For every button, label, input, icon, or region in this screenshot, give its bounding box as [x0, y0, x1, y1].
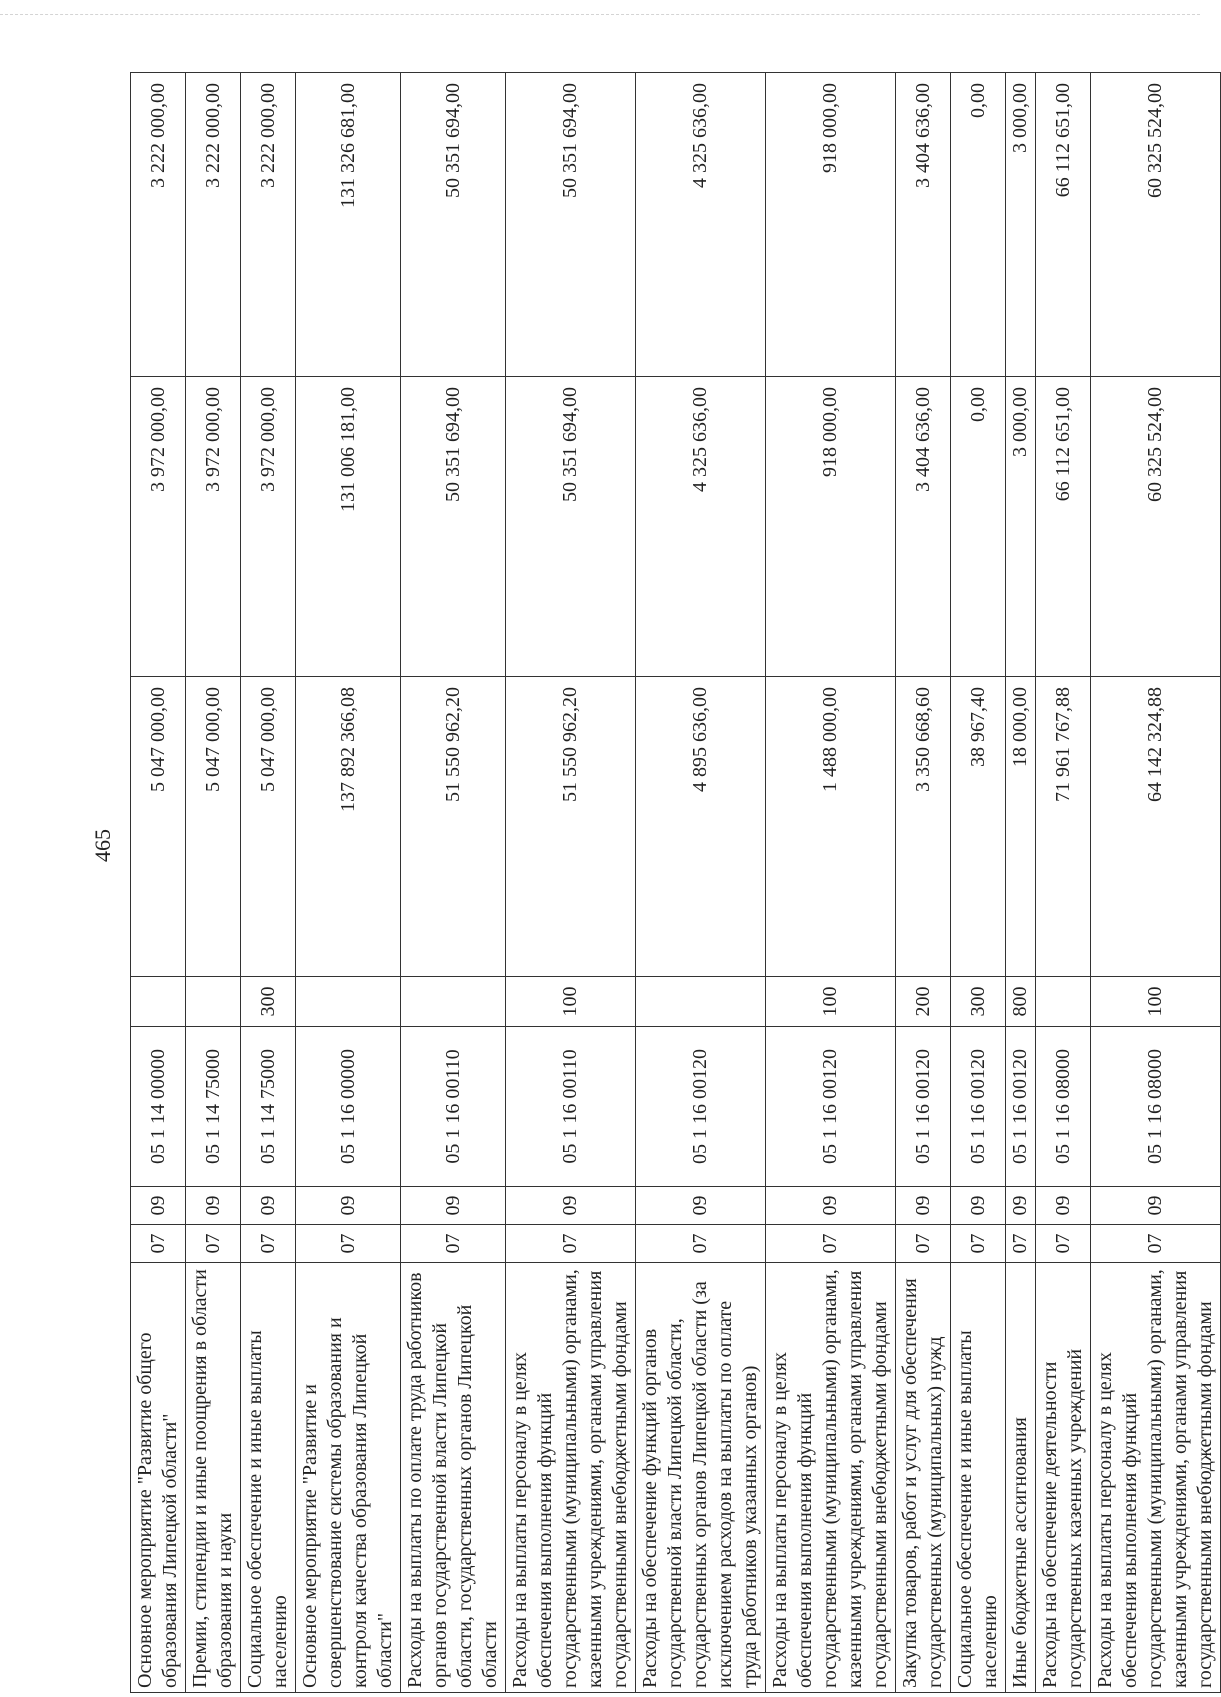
amount-col-3: 3 404 636,00: [896, 73, 951, 377]
section-code: 07: [241, 1225, 296, 1263]
expense-type-code: 100: [1091, 977, 1221, 1027]
subsection-code: 09: [1036, 1187, 1091, 1225]
amount-col-2: 50 351 694,00: [401, 377, 506, 677]
table-row: [1036, 73, 1091, 1693]
amount-col-1: 1 488 000,00: [766, 677, 896, 977]
amount-col-3: 0,00: [951, 73, 1006, 377]
amount-col-1: 64 142 324,88: [1091, 677, 1221, 977]
row-name: Премии, стипендии и иные поощрения в области образования и науки: [186, 1263, 241, 1693]
subsection-code: 09: [951, 1187, 1006, 1225]
amount-col-1: 4 895 636,00: [636, 677, 766, 977]
expense-type-code: 100: [506, 977, 636, 1027]
amount-col-2: 50 351 694,00: [506, 377, 636, 677]
row-name: Социальное обеспечение и иные выплаты населению: [241, 1263, 296, 1693]
amount-col-1: 18 000,00: [1006, 677, 1036, 977]
row-name: Основное мероприятие "Развитие общего образования Липецкой области": [131, 1263, 186, 1693]
section-code: 07: [296, 1225, 401, 1263]
subsection-code: 09: [896, 1187, 951, 1225]
amount-col-1: 71 961 767,88: [1036, 677, 1091, 977]
amount-col-3: 131 326 681,00: [296, 73, 401, 377]
budget-table-rotated: [130, 73, 1221, 1693]
amount-col-3: 60 325 524,00: [1091, 73, 1221, 377]
subsection-code: 09: [1006, 1187, 1036, 1225]
row-name: Расходы на обеспечение функций органов государственной власти Липецкой области, государственных органов Липецкой области (за исключением расходов на выплаты по оплате труда работников указанных органов): [636, 1263, 766, 1693]
amount-col-3: 4 325 636,00: [636, 73, 766, 377]
row-name: Расходы на выплаты персоналу в целях обеспечения выполнения функций государственными (муниципальными) органами, казенными учреждениями, органами управления государственными внебюджетными фондами: [506, 1263, 636, 1693]
amount-col-2: 60 325 524,00: [1091, 377, 1221, 677]
section-code: 07: [766, 1225, 896, 1263]
section-code: 07: [1006, 1225, 1036, 1263]
expense-type-code: [296, 977, 401, 1027]
expense-type-code: 100: [766, 977, 896, 1027]
expense-type-code: [1036, 977, 1091, 1027]
amount-col-2: 3 972 000,00: [186, 377, 241, 677]
section-code: 07: [1036, 1225, 1091, 1263]
subsection-code: 09: [296, 1187, 401, 1225]
section-code: 07: [1091, 1225, 1221, 1263]
amount-col-3: 3 222 000,00: [241, 73, 296, 377]
target-article-code: 05 1 16 00110: [506, 1027, 636, 1187]
section-code: 07: [506, 1225, 636, 1263]
amount-col-2: 918 000,00: [766, 377, 896, 677]
amount-col-3: 3 000,00: [1006, 73, 1036, 377]
target-article-code: 05 1 16 00120: [896, 1027, 951, 1187]
table-row: [951, 73, 1006, 1693]
amount-col-1: 5 047 000,00: [186, 677, 241, 977]
target-article-code: 05 1 16 08000: [1036, 1027, 1091, 1187]
amount-col-2: 3 404 636,00: [896, 377, 951, 677]
amount-col-1: 3 350 668,60: [896, 677, 951, 977]
budget-table: [130, 72, 1221, 1693]
table-row: [896, 73, 951, 1693]
table-body: [131, 73, 1221, 1693]
expense-type-code: 200: [896, 977, 951, 1027]
amount-col-2: 3 972 000,00: [131, 377, 186, 677]
subsection-code: 09: [506, 1187, 636, 1225]
table-row: [766, 73, 896, 1693]
target-article-code: 05 1 16 00120: [951, 1027, 1006, 1187]
page-number: 465: [90, 829, 115, 862]
scan-top-edge: [0, 14, 1200, 15]
subsection-code: 09: [131, 1187, 186, 1225]
table-row: [1006, 73, 1036, 1693]
amount-col-3: 66 112 651,00: [1036, 73, 1091, 377]
amount-col-3: 3 222 000,00: [131, 73, 186, 377]
target-article-code: 05 1 16 00120: [766, 1027, 896, 1187]
subsection-code: 09: [401, 1187, 506, 1225]
subsection-code: 09: [241, 1187, 296, 1225]
row-name: Расходы на выплаты персоналу в целях обеспечения выполнения функций государственными (муниципальными) органами, казенными учреждениями, органами управления государственными внебюджетными фондами: [1091, 1263, 1221, 1693]
expense-type-code: 300: [951, 977, 1006, 1027]
table-row: [186, 73, 241, 1693]
row-name: Закупка товаров, работ и услуг для обеспечения государственных (муниципальных) нужд: [896, 1263, 951, 1693]
table-row: [131, 73, 186, 1693]
target-article-code: 05 1 16 00120: [636, 1027, 766, 1187]
amount-col-1: 51 550 962,20: [401, 677, 506, 977]
amount-col-1: 5 047 000,00: [131, 677, 186, 977]
amount-col-1: 137 892 366,08: [296, 677, 401, 977]
target-article-code: 05 1 14 75000: [241, 1027, 296, 1187]
target-article-code: 05 1 14 75000: [186, 1027, 241, 1187]
table-row: [1091, 73, 1221, 1693]
amount-col-3: 50 351 694,00: [401, 73, 506, 377]
section-code: 07: [186, 1225, 241, 1263]
amount-col-3: 3 222 000,00: [186, 73, 241, 377]
expense-type-code: [636, 977, 766, 1027]
expense-type-code: [186, 977, 241, 1027]
section-code: 07: [131, 1225, 186, 1263]
row-name: Расходы на выплаты по оплате труда работников органов государственной власти Липецкой области, государственных органов Липецкой области: [401, 1263, 506, 1693]
amount-col-1: 51 550 962,20: [506, 677, 636, 977]
amount-col-1: 38 967,40: [951, 677, 1006, 977]
table-row: [296, 73, 401, 1693]
amount-col-2: 3 972 000,00: [241, 377, 296, 677]
section-code: 07: [401, 1225, 506, 1263]
expense-type-code: 300: [241, 977, 296, 1027]
table-row: [241, 73, 296, 1693]
amount-col-2: 0,00: [951, 377, 1006, 677]
section-code: 07: [896, 1225, 951, 1263]
section-code: 07: [951, 1225, 1006, 1263]
section-code: 07: [636, 1225, 766, 1263]
subsection-code: 09: [1091, 1187, 1221, 1225]
row-name: Расходы на выплаты персоналу в целях обеспечения выполнения функций государственными (муниципальными) органами, казенными учреждениями, органами управления государственными внебюджетными фондами: [766, 1263, 896, 1693]
expense-type-code: [131, 977, 186, 1027]
target-article-code: 05 1 16 00110: [401, 1027, 506, 1187]
expense-type-code: 800: [1006, 977, 1036, 1027]
subsection-code: 09: [636, 1187, 766, 1225]
amount-col-2: 3 000,00: [1006, 377, 1036, 677]
row-name: Иные бюджетные ассигнования: [1006, 1263, 1036, 1693]
amount-col-2: 4 325 636,00: [636, 377, 766, 677]
target-article-code: 05 1 14 00000: [131, 1027, 186, 1187]
amount-col-3: 50 351 694,00: [506, 73, 636, 377]
target-article-code: 05 1 16 00120: [1006, 1027, 1036, 1187]
row-name: Социальное обеспечение и иные выплаты населению: [951, 1263, 1006, 1693]
target-article-code: 05 1 16 00000: [296, 1027, 401, 1187]
subsection-code: 09: [186, 1187, 241, 1225]
amount-col-2: 131 006 181,00: [296, 377, 401, 677]
amount-col-1: 5 047 000,00: [241, 677, 296, 977]
table-row: [636, 73, 766, 1693]
amount-col-3: 918 000,00: [766, 73, 896, 377]
amount-col-2: 66 112 651,00: [1036, 377, 1091, 677]
table-row: [401, 73, 506, 1693]
row-name: Основное мероприятие "Развитие и совершенствование системы образования и контроля качества образования Липецкой области": [296, 1263, 401, 1693]
subsection-code: 09: [766, 1187, 896, 1225]
table-row: [506, 73, 636, 1693]
expense-type-code: [401, 977, 506, 1027]
target-article-code: 05 1 16 08000: [1091, 1027, 1221, 1187]
row-name: Расходы на обеспечение деятельности государственных казенных учреждений: [1036, 1263, 1091, 1693]
